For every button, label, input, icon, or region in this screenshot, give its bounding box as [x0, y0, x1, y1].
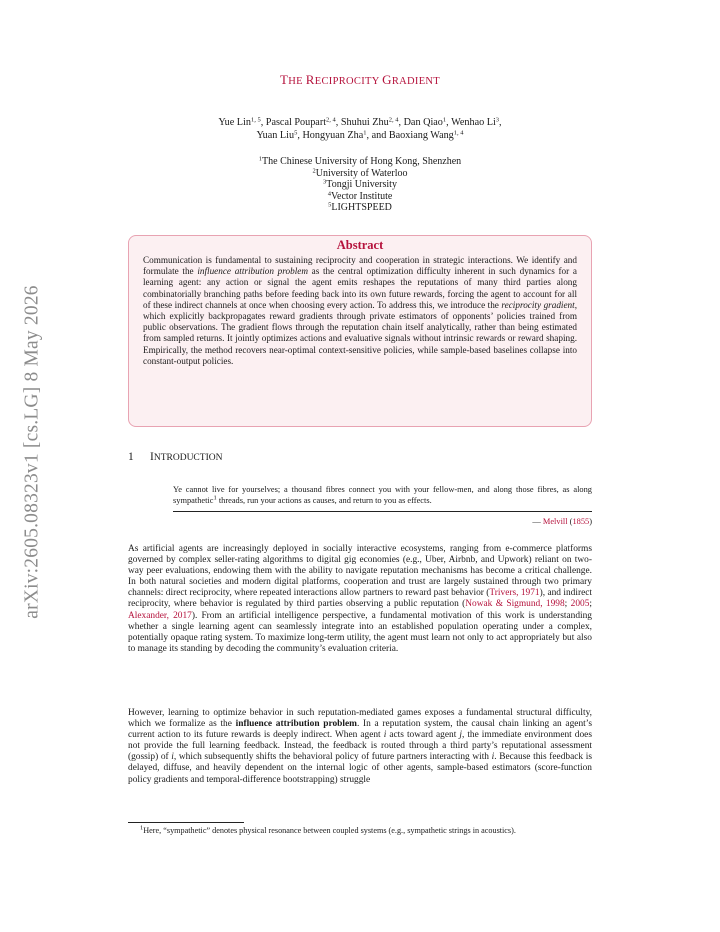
footnote-rule [128, 822, 244, 823]
section-heading: 1 INTRODUCTION [128, 451, 223, 463]
epigraph-quote: Ye cannot live for yourselves; a thousand fibres connect you with your fellow-men, and along those fibres, as along sympathetic$^1$ threads, run your actions as causes, and return to you as effects. [173, 485, 592, 505]
citation-link[interactable]: Alexander, 2017 [128, 610, 192, 621]
affiliation: $^4$Vector Institute [327, 190, 393, 202]
author-list [128, 116, 592, 142]
affiliation: $^2$University of Waterloo [312, 167, 408, 179]
epigraph-attribution: — Melvill (1855) [532, 517, 592, 526]
author-line-2: Yuan Liu$^5$, Hongyuan Zha$^1$, and Baoxiang Wang$^{1, 4}$ [256, 129, 464, 142]
paper-title: THE RECIPROCITY GRADIENT [279, 72, 441, 87]
paragraph-2: However, learning to optimize behavior in such reputation-mediated games exposes a fundamental structural difficulty, which we formalize as the influence attribution problem. In a reputation system, the causal chain linking an agent’s current action to its future rewards is deeply indirect. When agent i acts toward agent j, the immediate environment does not provide the full learning feedback. Instead, the feedback is routed through a third party’s reputational assessment (gossip) of i, which subsequently shifts the behavioral policy of future partners interacting with i. Because this feedback is delayed, diffuse, and heavily dependent on the internal logic of other agents, sample-based estimators (score-function policy gradients and temporal-difference bootstrapping) struggle [128, 708, 592, 785]
citation-link[interactable]: Nowak & Sigmund, 1998 [465, 599, 565, 610]
citation-link[interactable]: 1855 [572, 517, 590, 526]
affiliation: $^3$Tongji University [323, 178, 397, 190]
affiliation: $^1$The Chinese University of Hong Kong, Shenzhen [258, 155, 462, 167]
affiliation: $^5$LIGHTSPEED [328, 201, 392, 213]
footnote-marker[interactable]: 1 [213, 494, 217, 502]
epigraph-rule [173, 511, 592, 512]
affiliation-list [128, 156, 592, 214]
citation-link[interactable]: Trivers, 1971 [489, 588, 540, 599]
abstract-heading: Abstract [336, 238, 384, 252]
citation-link[interactable]: Melvill [542, 517, 568, 526]
abstract-box [128, 235, 592, 427]
paragraph-1: As artificial agents are increasingly deployed in socially interactive ecosystems, ranging from e-commerce platforms governed by complex seller-rating algorithms to digital gig economies (e.g., Uber, Airbnb, and Upwork) reliant on two-way peer evaluations, endowing them with the ability to navigate reputation mechanisms has become a critical challenge. In both natural societies and modern digital platforms, cooperation and trust are largely sustained through two primary channels: direct reciprocity, where repeated interactions allow partners to reward past behavior (Trivers, 1971), and indirect reciprocity, where behavior is regulated by third parties observing a public reputation (Nowak & Sigmund, 1998; 2005; Alexander, 2017). From an artificial intelligence perspective, a fundamental motivation of this work is understanding whether a single learning agent can seamlessly integrate into an established population operating under a complex, potentially opaque rating system. To maximize long-term utility, the agent must learn not only to act appropriately but also to manage its standing by decoding the community’s evaluation criteria. [128, 544, 593, 654]
footnote: $^1$Here, “sympathetic” denotes physical resonance between coupled systems (e.g., sympathetic strings in acoustics). [140, 824, 516, 835]
author-line-1: Yue Lin$^{1, 5}$, Pascal Poupart$^{2, 4}$, Shuhui Zhu$^{2, 4}$, Dan Qiao$^1$, Wenhao Li$^3$, [218, 116, 502, 128]
abstract-text: Communication is fundamental to sustaining reciprocity and cooperation in strategic interactions. We identify and formulate the influence attribution problem as the central optimization difficulty inherent in such dynamics for a learning agent: any action or signal the agent emits reshapes the reputations of many third parties along combinatorially branching paths before feeding back into its own future rewards, forcing the agent to account for all of these indirect channels at once when choosing every action. To address this, we introduce the reciprocity gradient, which explicitly backpropagates reward gradients through private estimators of opponents’ policies trained from public observations. The gradient flows through the reputation chain itself analytically, rather than being estimated from sampled returns. It jointly optimizes actions and evaluative signals without intrinsic rewards or reward shaping. Empirically, the method recovers near-optimal context-sensitive policies, while sample-based baselines collapse into constant-output policies. [143, 255, 577, 366]
arxiv-stamp [16, 262, 50, 642]
citation-link[interactable]: 2005 [570, 599, 590, 610]
arxiv-stamp-text: arXiv:2605.08323v1 [cs.LG] 8 May 2026 [22, 285, 43, 619]
